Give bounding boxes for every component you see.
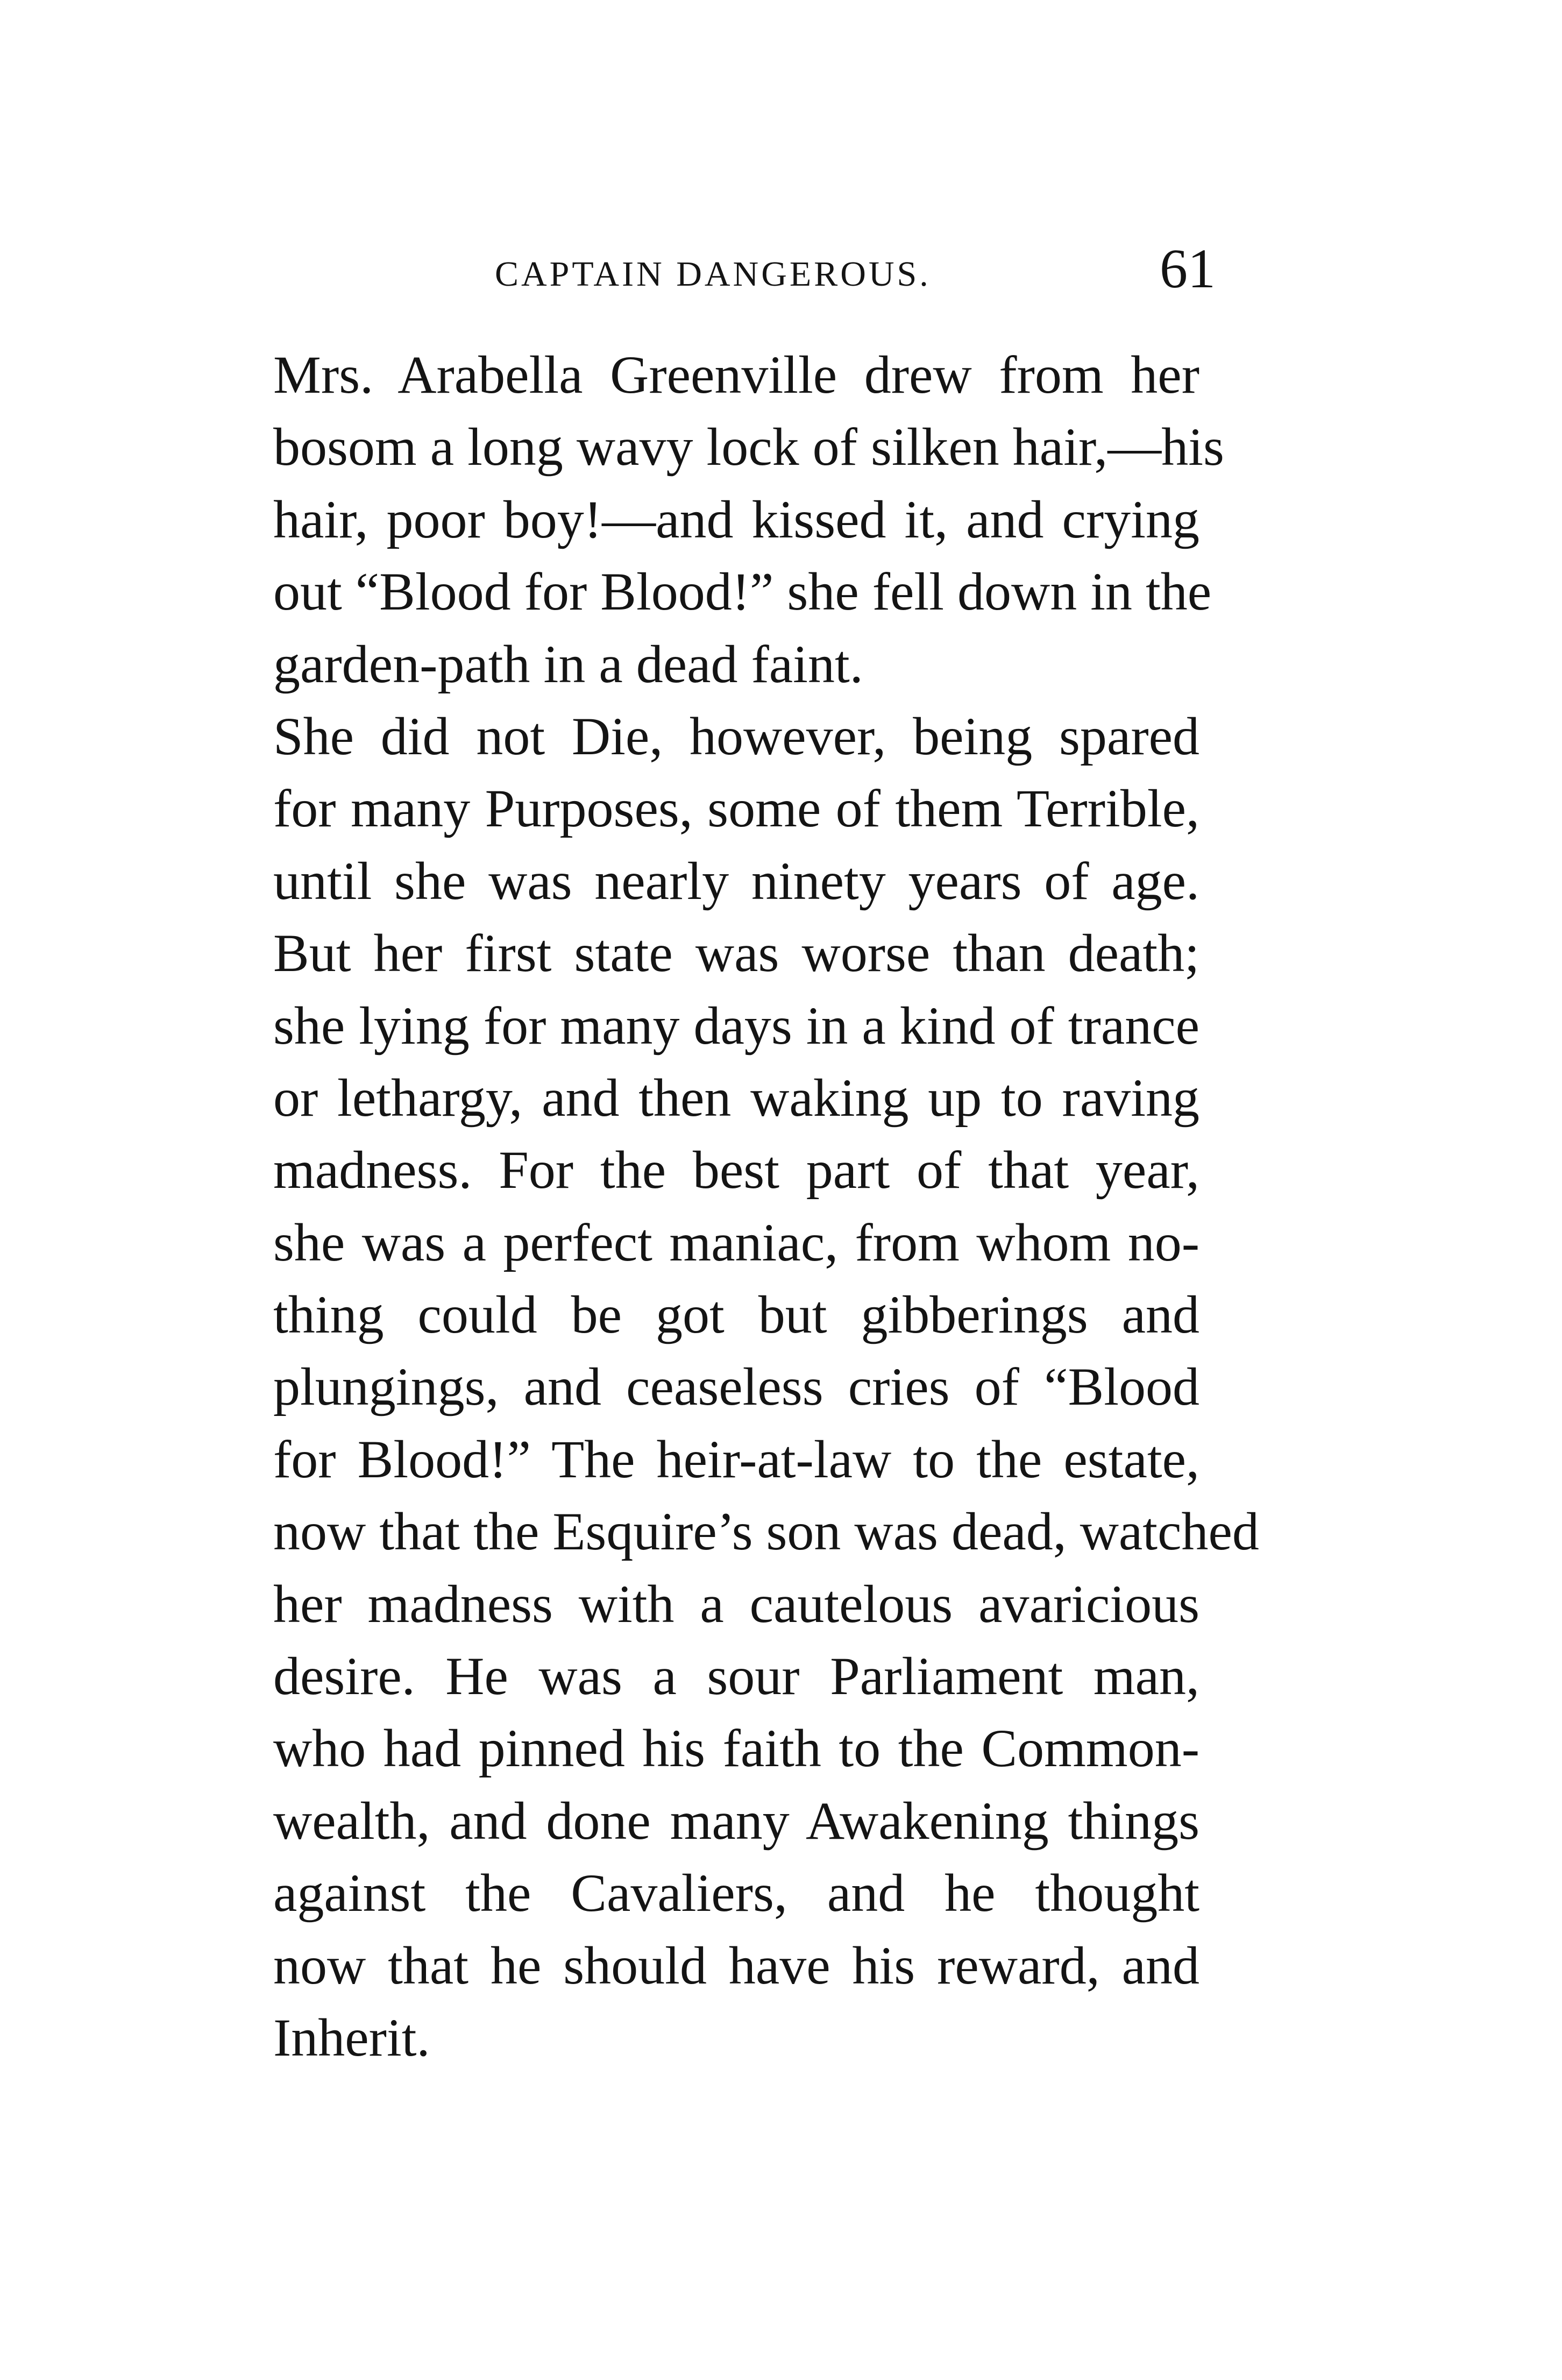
text-line: who had pinned his faith to the Common- bbox=[273, 1718, 1199, 1779]
text-line: she was a perfect maniac, from whom no- bbox=[273, 1212, 1199, 1272]
page-header bbox=[221, 237, 1216, 301]
paragraph-2 bbox=[221, 700, 1259, 2074]
text-line: her madness with a cautelous avaricious bbox=[273, 1574, 1199, 1634]
page-number: 61 bbox=[1160, 238, 1216, 300]
body-text bbox=[221, 339, 1259, 2074]
text-line: now that he should have his reward, and bbox=[273, 1935, 1199, 1995]
text-line: hair, poor boy!—and kissed it, and crying bbox=[273, 489, 1199, 549]
text-line: now that the Esquire’s son was dead, watched bbox=[273, 1501, 1259, 1562]
text-line: for Blood!” The heir-at-law to the estate, bbox=[273, 1429, 1199, 1489]
text-line: desire. He was a sour Parliament man, bbox=[273, 1646, 1199, 1706]
paragraph-1 bbox=[221, 339, 1224, 700]
text-line: she lying for many days in a kind of trance bbox=[273, 995, 1199, 1056]
text-line: bosom a long wavy lock of silken hair,—his bbox=[273, 417, 1224, 477]
text-line: wealth, and done many Awakening things bbox=[273, 1790, 1199, 1851]
text-line: out “Blood for Blood!” she fell down in the bbox=[273, 562, 1212, 622]
running-title: CAPTAIN DANGEROUS. bbox=[495, 254, 931, 294]
text-line: She did not Die, however, being spared bbox=[273, 706, 1199, 766]
text-line: But her first state was worse than death; bbox=[273, 923, 1199, 983]
text-line: for many Purposes, some of them Terrible, bbox=[273, 778, 1199, 839]
text-line: madness. For the best part of that year, bbox=[273, 1140, 1199, 1200]
text-line: plungings, and ceaseless cries of “Blood bbox=[273, 1357, 1199, 1417]
text-line: thing could be got but gibberings and bbox=[273, 1285, 1199, 1345]
text-line: until she was nearly ninety years of age. bbox=[273, 851, 1199, 911]
text-line: Mrs. Arabella Greenville drew from her bbox=[273, 345, 1199, 405]
text-line: garden-path in a dead faint. bbox=[273, 634, 863, 694]
text-line: Inherit. bbox=[273, 2007, 430, 2067]
text-line: against the Cavaliers, and he thought bbox=[273, 1863, 1199, 1923]
text-line: or lethargy, and then waking up to raving bbox=[273, 1067, 1199, 1128]
